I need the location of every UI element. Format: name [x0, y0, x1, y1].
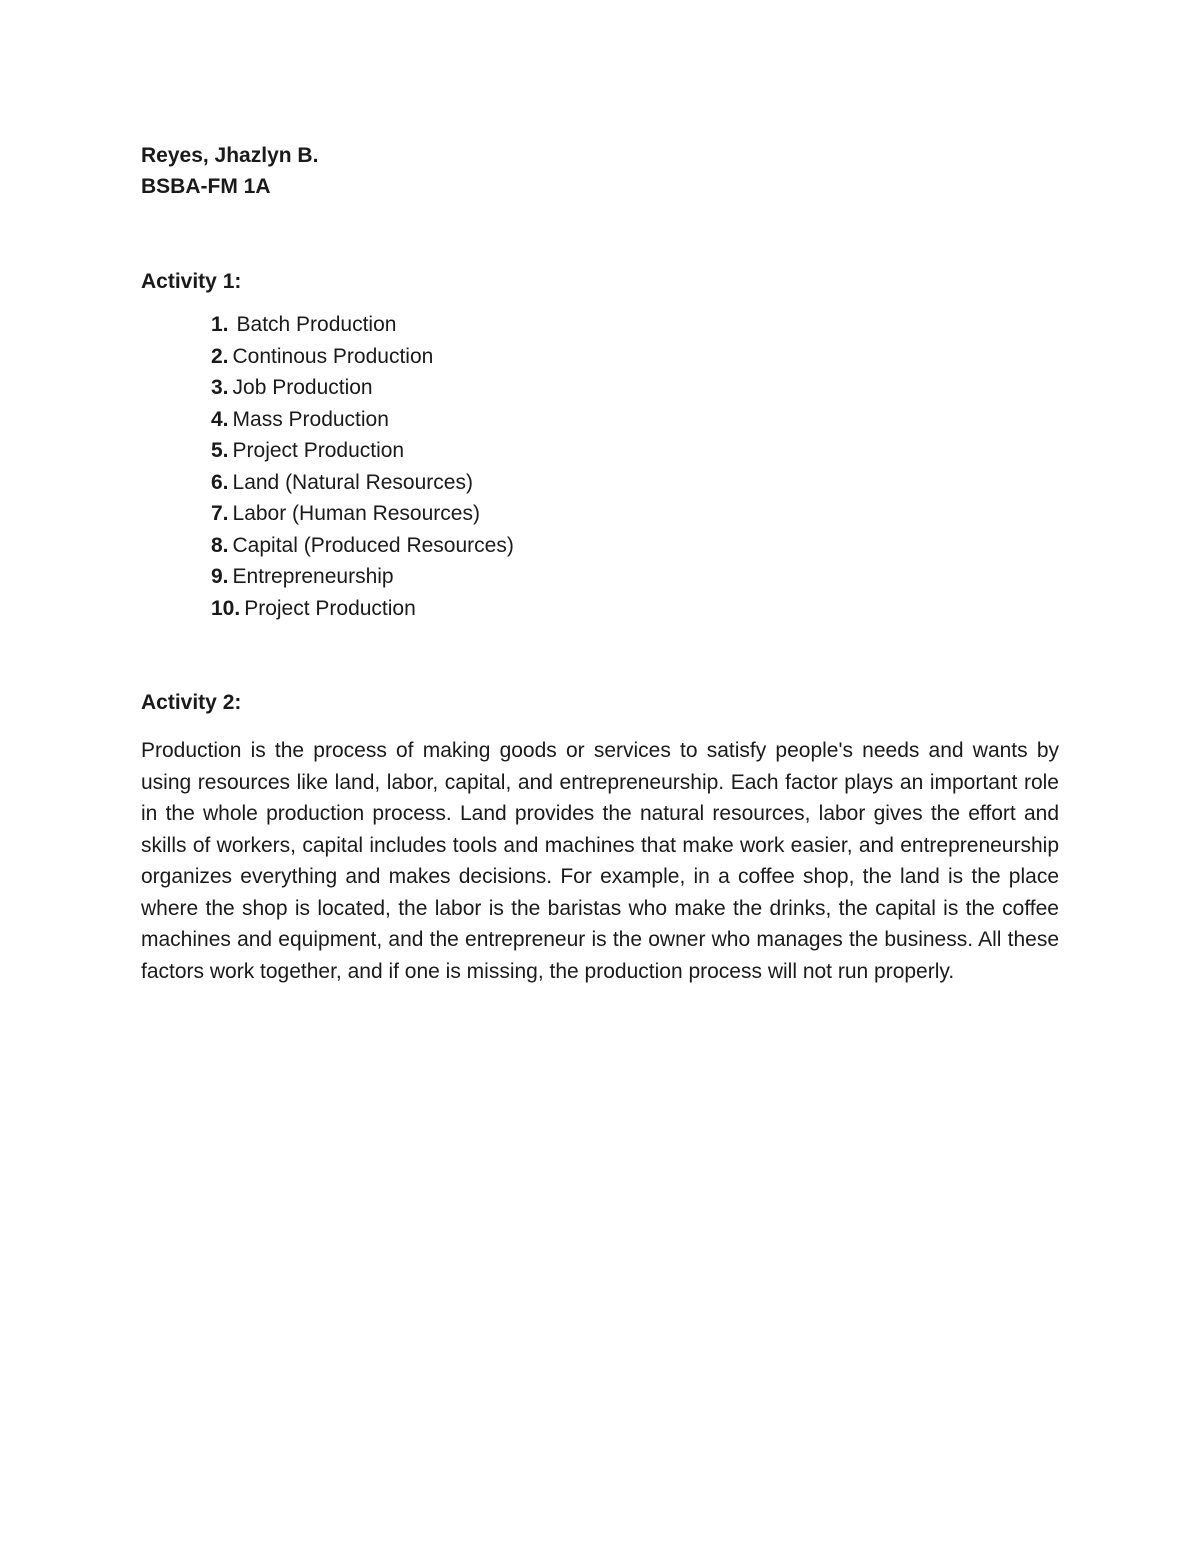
student-name: Reyes, Jhazlyn B.: [141, 144, 319, 167]
list-item: 3. Job Production: [211, 376, 373, 399]
activity-1-heading: Activity 1:: [141, 270, 242, 293]
list-item: 2. Continous Production: [211, 344, 434, 368]
activity-2-heading: Activity 2:: [141, 691, 242, 714]
list-item: 8. Capital (Produced Resources): [211, 533, 514, 557]
list-item: 1. Batch Production: [211, 313, 397, 336]
activity-2-paragraph: Production is the process of making goods or services to satisfy people's needs and wants by using resources like land, labor, capital, and entrepreneurship. Each factor plays an important role in the whole production process. Land provides the natural resources, labor gives the effort and skills of workers, capital includes tools and machines that make work easier, and entrepreneurship organizes everything and makes decisions. For example, in a coffee shop, the land is the place where the shop is located, the labor is the baristas who make the drinks, the capital is the coffee machines and equipment, and the entrepreneur is the owner who manages the business. All these factors work together, and if one is missing, the production process will not run properly.: [141, 739, 1059, 983]
list-item: 4. Mass Production: [211, 407, 389, 431]
activity-1-list: [141, 309, 1059, 624]
course-section: BSBA-FM 1A: [141, 175, 271, 198]
list-item: 10. Project Production: [211, 596, 416, 620]
list-item: 5. Project Production: [211, 439, 405, 462]
list-item: 9. Entrepreneurship: [211, 565, 394, 588]
list-item: 6. Land (Natural Resources): [211, 470, 473, 494]
document-content: [141, 140, 1059, 987]
list-item: 7. Labor (Human Resources): [211, 502, 480, 525]
